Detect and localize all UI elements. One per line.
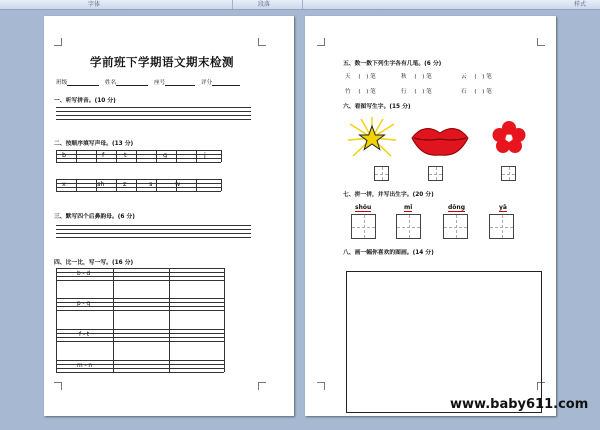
- answer-blank[interactable]: ( ): [414, 74, 425, 80]
- class-label: 班级: [56, 80, 68, 86]
- stroke-count-row-1: [461, 72, 492, 80]
- lips-icon: [410, 124, 470, 158]
- character: 天: [345, 74, 351, 80]
- name-label: 姓名: [104, 80, 117, 86]
- table-divider: [224, 268, 225, 372]
- pinyin-label: [355, 204, 371, 211]
- table-divider: [169, 268, 170, 372]
- unit: 笔: [426, 89, 432, 95]
- section-8-heading: 八、画一幅你喜欢的图画。(14 分): [343, 250, 434, 256]
- character-writing-grid[interactable]: [501, 166, 516, 181]
- stroke-count-row-1: [401, 72, 432, 80]
- table-line: [56, 298, 224, 299]
- table-line: [56, 310, 224, 311]
- character-writing-grid[interactable]: [443, 214, 468, 239]
- crop-mark: [258, 382, 266, 390]
- flower-icon: [491, 120, 527, 156]
- grid-divider: [176, 150, 177, 162]
- score-blank[interactable]: [212, 79, 240, 86]
- crop-mark: [317, 382, 325, 390]
- table-line: [56, 329, 224, 330]
- character-writing-grid[interactable]: [351, 214, 376, 239]
- crop-mark: [317, 38, 325, 46]
- score-label: 评分: [200, 80, 213, 86]
- ribbon-styles-group-label[interactable]: 样式: [574, 1, 587, 8]
- student-info-row: [56, 78, 240, 86]
- unit: 笔: [486, 74, 492, 80]
- letter-cell: sh: [97, 180, 105, 188]
- class-blank[interactable]: [67, 79, 99, 86]
- pinyin-text: dōng: [448, 204, 465, 211]
- letter-cell: j: [204, 151, 206, 159]
- writing-line: [56, 111, 251, 112]
- seat-blank[interactable]: [165, 79, 195, 86]
- grid-line: [56, 162, 221, 163]
- character: 行: [401, 89, 407, 95]
- character: 秋: [401, 74, 407, 80]
- writing-line: [56, 119, 251, 120]
- grid-divider: [221, 179, 222, 191]
- pair-label: b - d: [77, 271, 91, 277]
- writing-line: [56, 225, 251, 226]
- name-blank[interactable]: [116, 79, 148, 86]
- writing-line: [56, 237, 251, 238]
- table-divider: [56, 268, 57, 372]
- character: 竹: [345, 89, 351, 95]
- character-writing-grid[interactable]: [428, 166, 443, 181]
- letter-cell: z: [123, 180, 127, 188]
- stroke-count-row-2: [401, 87, 432, 95]
- answer-blank[interactable]: ( ): [474, 89, 485, 95]
- ribbon-paragraph-group-label[interactable]: 段落: [258, 1, 271, 8]
- pinyin-text: shǒu: [355, 204, 372, 211]
- character: 石: [461, 89, 467, 95]
- answer-blank[interactable]: ( ): [358, 74, 369, 80]
- crop-mark: [54, 38, 62, 46]
- letter-cell: t: [124, 151, 127, 159]
- section-4-heading: 四、比一比，写一写。(16 分): [54, 260, 134, 266]
- letter-cell: f: [102, 151, 105, 159]
- table-divider: [113, 268, 114, 372]
- character: 云: [461, 74, 467, 80]
- unit: 笔: [486, 89, 492, 95]
- crop-mark: [54, 382, 62, 390]
- ribbon-separator: [232, 0, 233, 9]
- grid-divider: [196, 179, 197, 191]
- letter-cell: x: [62, 180, 66, 188]
- grid-divider: [196, 150, 197, 162]
- grid-divider: [156, 150, 157, 162]
- stroke-count-row-2: [345, 87, 376, 95]
- pair-label: f - t: [79, 332, 90, 338]
- drawing-area[interactable]: [346, 271, 542, 413]
- letter-cell: w: [175, 180, 181, 188]
- grid-divider: [56, 179, 57, 191]
- document-page-2[interactable]: [305, 16, 556, 416]
- section-3-heading: 三、默写四个后鼻韵母。(6 分): [54, 214, 135, 220]
- writing-line: [56, 229, 251, 230]
- stroke-count-row-1: [345, 72, 376, 80]
- document-page-1[interactable]: [44, 16, 294, 416]
- answer-blank[interactable]: ( ): [474, 74, 485, 80]
- grid-line: [56, 191, 221, 192]
- pinyin-label: [448, 204, 465, 211]
- page-title: 学前班下学期语文期末检测: [90, 55, 234, 69]
- table-line: [56, 372, 224, 373]
- grid-divider: [221, 150, 222, 162]
- grid-divider: [76, 150, 77, 162]
- character-writing-grid[interactable]: [489, 214, 514, 239]
- table-line: [56, 341, 224, 342]
- section-2-heading: 二、按顺序填写声母。(13 分): [54, 141, 134, 147]
- site-watermark: www.baby611.com: [450, 397, 589, 412]
- answer-blank[interactable]: ( ): [414, 89, 425, 95]
- character-writing-grid[interactable]: [374, 166, 389, 181]
- ribbon-bar: [0, 0, 600, 10]
- grid-divider: [156, 179, 157, 191]
- letter-cell: b: [62, 151, 67, 159]
- grid-divider: [56, 150, 57, 162]
- pinyin-text: yā: [499, 204, 507, 211]
- section-7-heading: 七、拼一拼，并写出生字。(20 分): [343, 192, 434, 198]
- writing-line: [56, 115, 251, 116]
- pair-label: m - n: [77, 363, 93, 369]
- grid-divider: [136, 150, 137, 162]
- grid-divider: [116, 150, 117, 162]
- unit: 笔: [426, 74, 432, 80]
- writing-line: [56, 233, 251, 234]
- star-icon: [347, 116, 397, 161]
- pinyin-text: mǐ: [404, 204, 413, 211]
- character-writing-grid[interactable]: [396, 214, 421, 239]
- stroke-count-row-2: [461, 87, 492, 95]
- letter-cell: s: [149, 180, 153, 188]
- writing-line: [56, 107, 251, 108]
- crop-mark: [258, 38, 266, 46]
- table-line: [56, 360, 224, 361]
- section-6-heading: 六、看图写生字。(15 分): [343, 104, 411, 110]
- crop-mark: [537, 38, 545, 46]
- unit: 笔: [370, 89, 376, 95]
- section-5-heading: 五、数一数下列生字各有几笔。(6 分): [343, 61, 442, 67]
- unit: 笔: [370, 74, 376, 80]
- grid-divider: [76, 179, 77, 191]
- answer-blank[interactable]: ( ): [358, 89, 369, 95]
- pinyin-label: [499, 204, 507, 211]
- letter-cell: g: [163, 151, 168, 159]
- ribbon-font-group-label[interactable]: 字体: [88, 1, 101, 8]
- seat-label: 座号: [153, 80, 166, 86]
- pinyin-label: [404, 204, 412, 211]
- grid-divider: [136, 179, 137, 191]
- table-line: [56, 280, 224, 281]
- grid-divider: [116, 179, 117, 191]
- section-1-heading: 一、听写拼音。(10 分): [54, 98, 116, 104]
- ribbon-separator: [302, 0, 303, 9]
- table-line: [56, 268, 224, 269]
- pair-label: p - q: [77, 301, 91, 307]
- grid-divider: [96, 150, 97, 162]
